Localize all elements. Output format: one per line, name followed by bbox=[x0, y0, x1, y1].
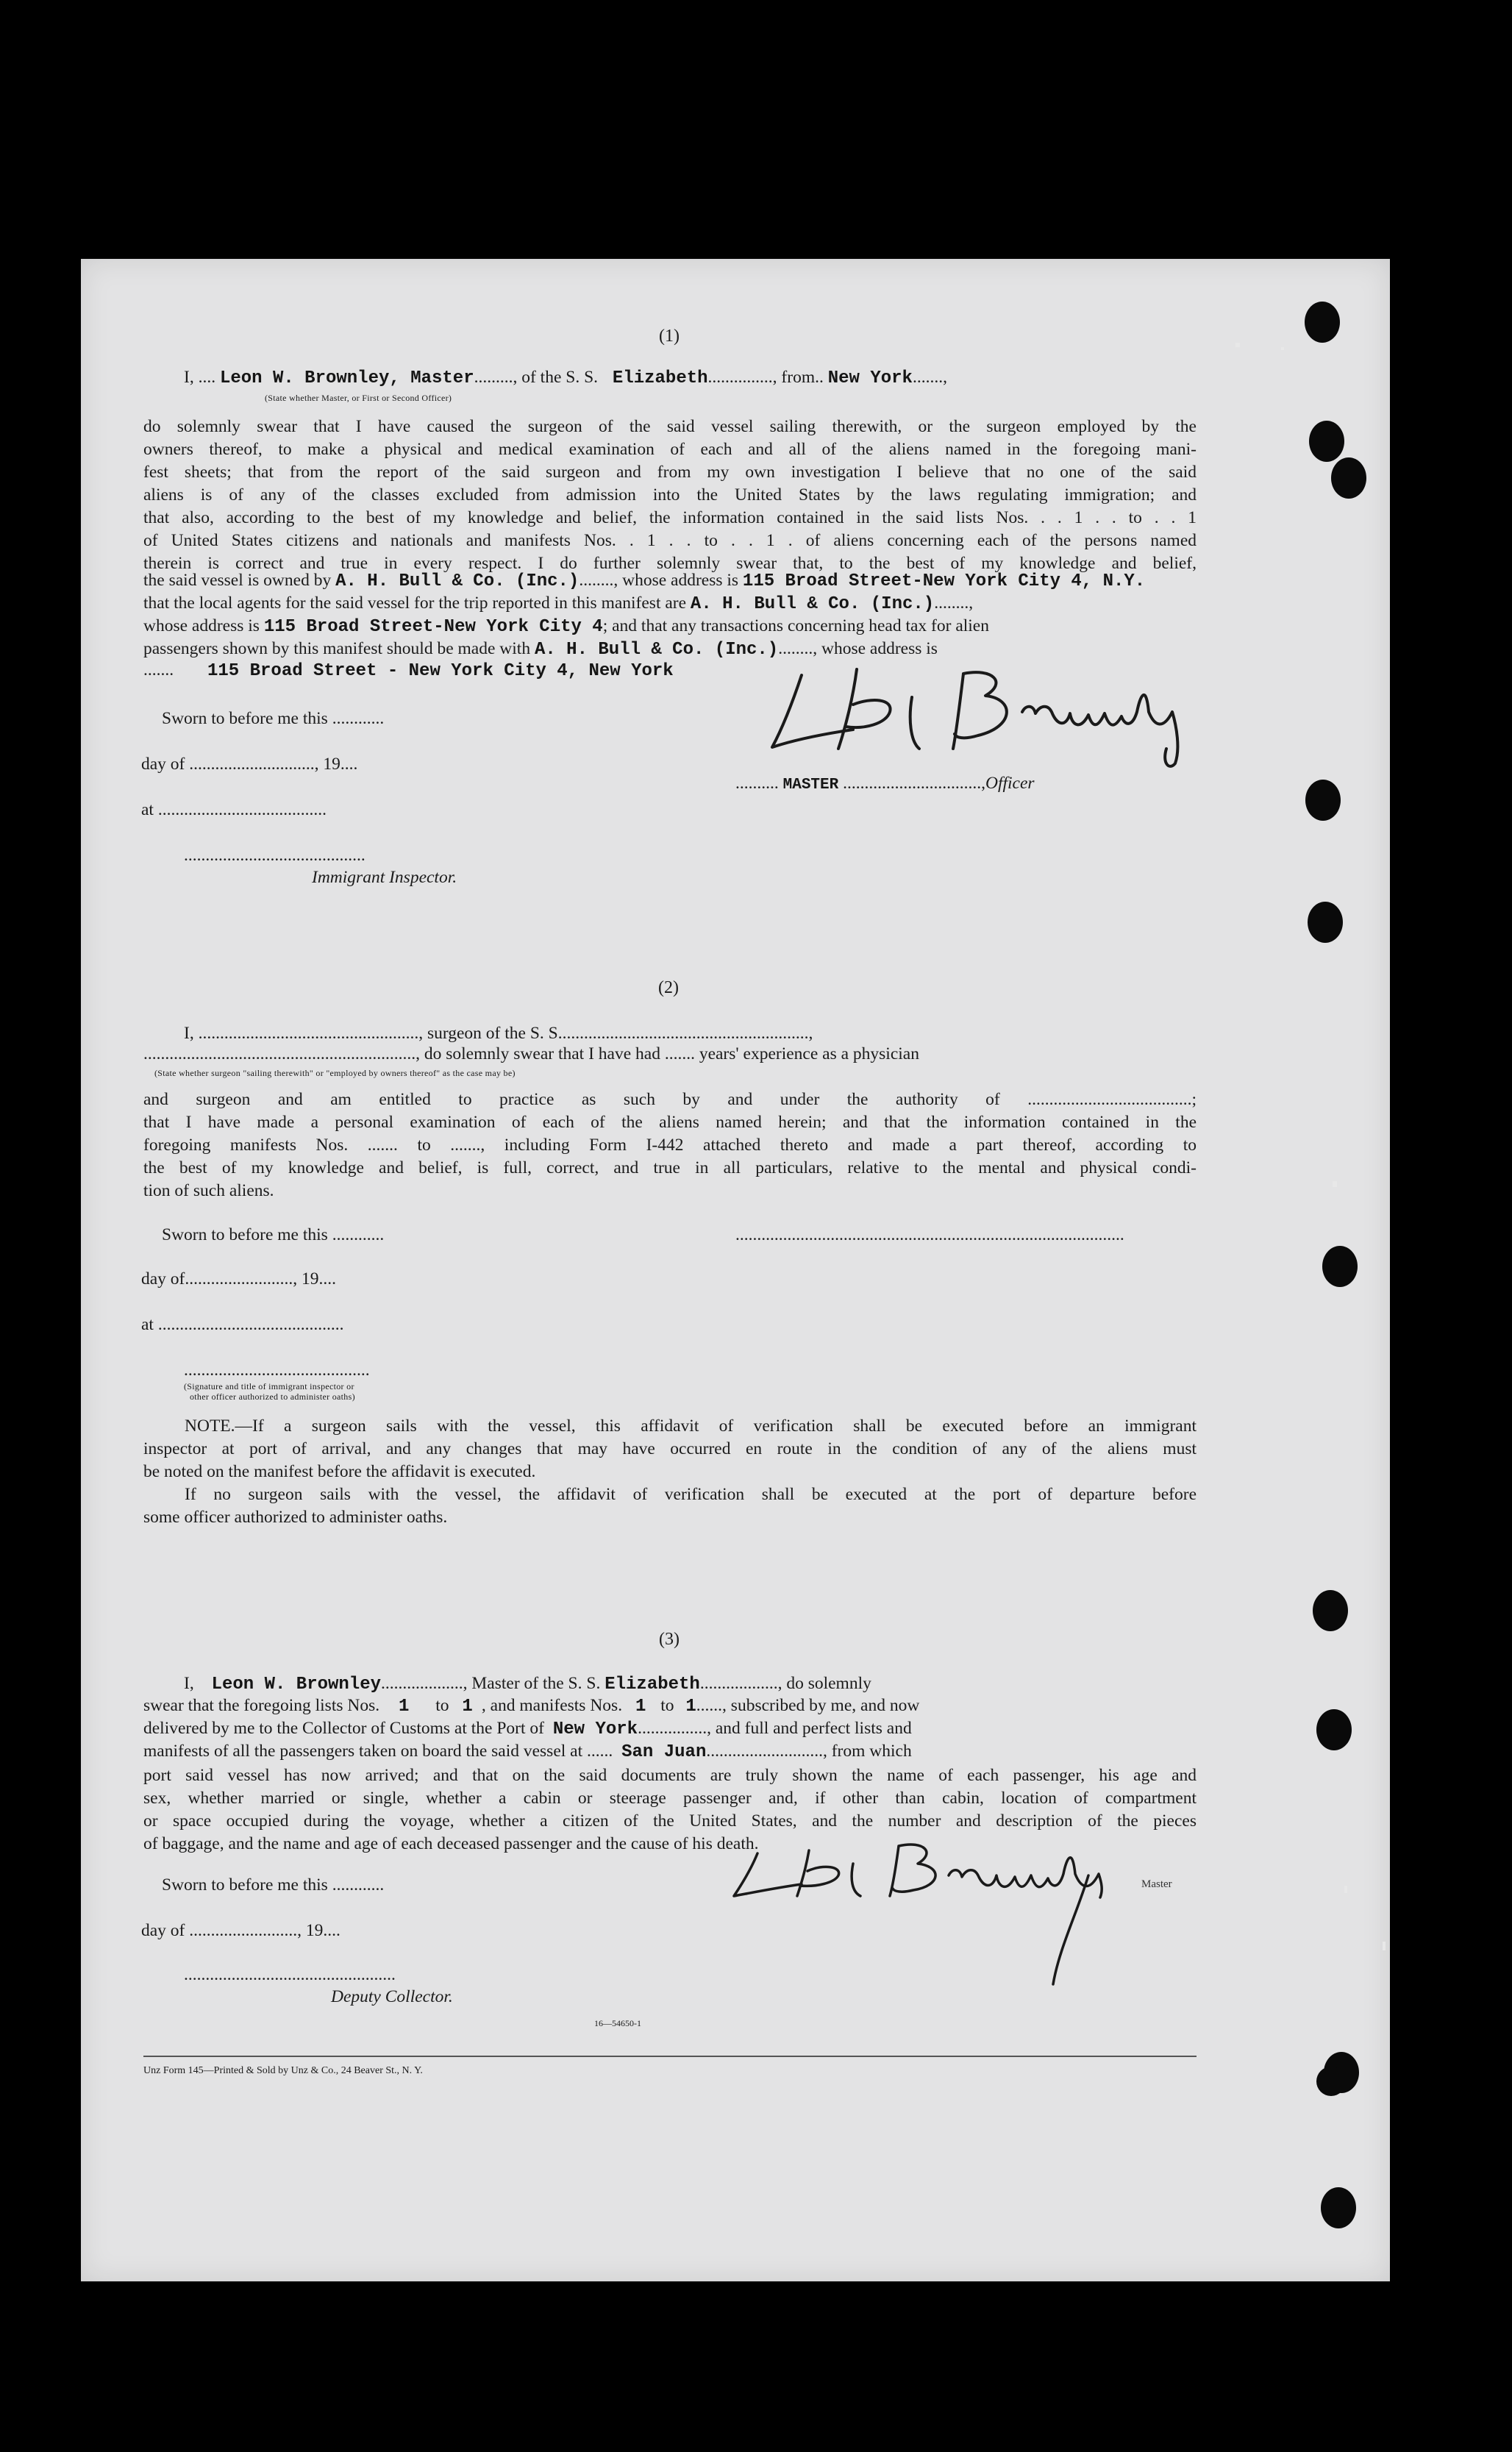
para-line: or space occupied during the voyage, whether a citizen of the United States, and the number and description of the pieces bbox=[143, 1811, 1197, 1831]
note-line: inspector at port of arrival, and any changes that may have occurred en route in the condition of any of the aliens must bbox=[143, 1439, 1197, 1458]
port-of-arrival: New York bbox=[552, 1719, 638, 1739]
lists-to: 1 bbox=[462, 1697, 473, 1717]
binder-hole bbox=[1322, 1246, 1358, 1287]
section-2-line-2: ..............................................................., do solemnly swear that I have had ....... years' experience as a physician bbox=[143, 1044, 919, 1063]
officer-title: MASTER bbox=[782, 777, 839, 794]
departure-port: San Juan bbox=[621, 1742, 707, 1762]
binder-hole bbox=[1308, 902, 1343, 943]
owner-address: 115 Broad Street-New York City 4, N.Y. bbox=[742, 571, 1146, 591]
para-line: fest sheets; that from the report of the said surgeon and from my own investigation I believe that no one of the said bbox=[143, 463, 1197, 482]
section-1-number: (1) bbox=[659, 327, 680, 346]
line-mid2: ..............., from.. bbox=[707, 368, 824, 387]
para-line: foregoing manifests Nos. ....... to ......., including Form I-442 attached thereto and made a part thereof, according to bbox=[143, 1136, 1197, 1155]
section-3-line-3: delivered by me to the Collector of Customs at the Port of New York................, and full and perfect lists and bbox=[143, 1719, 912, 1739]
section-1-paragraph bbox=[143, 416, 1197, 575]
para-line: port said vessel has now arrived; and that on the said documents are truly shown the name of each passenger, his age and bbox=[143, 1766, 1197, 1785]
at-line: at ....................................... bbox=[141, 800, 327, 819]
inspector-sig-line: .......................................... bbox=[184, 846, 365, 865]
para-line: and surgeon and am entitled to practice as such by and under the authority of ......................................; bbox=[143, 1090, 1197, 1109]
sworn-line: Sworn to before me this ............ bbox=[162, 1875, 385, 1895]
vessel-name: Elizabeth bbox=[605, 1675, 700, 1694]
deputy-collector-label: Deputy Collector. bbox=[331, 1987, 453, 2006]
master-label: Master bbox=[1141, 1878, 1172, 1890]
note-line: NOTE.—If a surgeon sails with the vessel, this affidavit of verification shall be executed before an immigrant bbox=[185, 1416, 1197, 1436]
collector-sig-line: ................................................. bbox=[184, 1965, 396, 1984]
sig-caption-2: other officer authorized to administer oaths) bbox=[190, 1391, 355, 1402]
day-line: day of ............................., 19.... bbox=[141, 755, 358, 774]
immigrant-inspector-label: Immigrant Inspector. bbox=[312, 868, 457, 887]
note-line: some officer authorized to administer oaths. bbox=[143, 1508, 448, 1527]
agents-address-line: whose address is 115 Broad Street-New York City 4; and that any transactions concerning head tax for alien bbox=[143, 616, 989, 637]
surgeon-caption: (State whether surgeon "sailing therewith" or "employed by owners thereof" as the case may be) bbox=[154, 1068, 516, 1078]
headtax-address: 115 Broad Street - New York City 4, New York bbox=[207, 661, 674, 681]
agents-address: 115 Broad Street-New York City 4 bbox=[263, 617, 603, 637]
vessel-name: Elizabeth bbox=[612, 368, 708, 388]
footer-rule bbox=[143, 2056, 1197, 2057]
para-line: that I have made a personal examination of each of the aliens named herein; and that the information contained in the bbox=[143, 1113, 1197, 1132]
line-mid: ........., of the S. S. bbox=[474, 368, 599, 387]
section-2-paragraph bbox=[143, 1088, 1197, 1202]
binder-hole bbox=[1305, 302, 1340, 343]
master-name: Leon W. Brownley, Master bbox=[219, 368, 474, 388]
manifests-from: 1 bbox=[635, 1697, 646, 1717]
sworn-line: Sworn to before me this ............ bbox=[162, 1225, 385, 1244]
para-line: owners thereof, to make a physical and medical examination of each and all of the aliens named in the foregoing mani- bbox=[143, 440, 1197, 459]
para-line: the best of my knowledge and belief, is full, correct, and true in all particulars, relative to the mental and physical condi- bbox=[143, 1158, 1197, 1177]
headtax-agent: A. H. Bull & Co. (Inc.) bbox=[534, 640, 779, 660]
line-prefix: I, .... bbox=[184, 368, 216, 387]
binder-hole bbox=[1331, 457, 1366, 499]
para-line: that also, according to the best of my knowledge and belief, the information contained in the said lists Nos. . . 1 . . to . . 1 bbox=[143, 508, 1197, 527]
ink-speck bbox=[1235, 343, 1240, 347]
section-3-line-4: manifests of all the passengers taken on board the said vessel at ...... San Juan..........................., from which bbox=[143, 1742, 912, 1762]
footer-printer: Unz Form 145—Printed & Sold by Unz & Co., 24 Beaver St., N. Y. bbox=[143, 2065, 423, 2076]
binder-hole bbox=[1309, 421, 1344, 462]
note-line: If no surgeon sails with the vessel, the affidavit of verification shall be executed at the port of departure before bbox=[185, 1485, 1197, 1504]
headtax-address-line: ....... 115 Broad Street - New York City 4, New York bbox=[143, 660, 674, 681]
officer-sig-line: ........................................... bbox=[184, 1361, 370, 1380]
para-line: of baggage, and the name and age of each deceased passenger and the cause of his death. bbox=[143, 1834, 759, 1853]
note-line: be noted on the manifest before the affidavit is executed. bbox=[143, 1462, 536, 1481]
para-line: aliens is of any of the classes excluded from admission into the United States by the laws regulating immigration; and bbox=[143, 485, 1197, 505]
lists-from: 1 bbox=[398, 1697, 410, 1717]
binder-hole bbox=[1316, 2067, 1346, 2096]
section-3-line-2: swear that the foregoing lists Nos. 1 to 1 , and manifests Nos. 1 to 1......, subscribed by me, and now bbox=[143, 1696, 920, 1717]
para-line: sex, whether married or single, whether a cabin or steerage passenger and, if other than cabin, location of compartment bbox=[143, 1789, 1197, 1808]
officer-label: Officer bbox=[985, 774, 1035, 793]
manifests-to: 1 bbox=[685, 1697, 696, 1717]
day-line: day of ........................., 19.... bbox=[141, 1921, 340, 1940]
ink-speck bbox=[1281, 347, 1284, 350]
binder-hole bbox=[1316, 1709, 1352, 1750]
section-2-line-1: I, ..................................................., surgeon of the S. S.........................................................., bbox=[184, 1024, 813, 1043]
section-1-line-1 bbox=[184, 368, 947, 388]
day-line: day of........................., 19.... bbox=[141, 1269, 337, 1289]
local-agents: A. H. Bull & Co. (Inc.) bbox=[690, 594, 935, 614]
note-paragraph bbox=[143, 1415, 1197, 1529]
surgeon-signature-line: .......................................................................................... bbox=[735, 1225, 1124, 1244]
para-line: tion of such aliens. bbox=[143, 1181, 274, 1200]
officer-line: .......... MASTER ................................,Officer bbox=[735, 774, 1035, 794]
section-3-number: (3) bbox=[659, 1630, 680, 1649]
at-line: at ........................................... bbox=[141, 1315, 344, 1334]
sig-caption-1: (Signature and title of immigrant inspector or bbox=[184, 1381, 354, 1391]
sworn-line: Sworn to before me this ............ bbox=[162, 709, 385, 728]
master-signature bbox=[743, 653, 1213, 771]
para-line: therein is correct and true in every respect. I do further solemnly swear that, to the best of my knowledge and belief, bbox=[143, 554, 1197, 573]
master-name: Leon W. Brownley bbox=[211, 1675, 382, 1694]
line-end: ......., bbox=[912, 368, 947, 387]
form-code: 16—54650-1 bbox=[594, 2018, 641, 2028]
ink-speck bbox=[1344, 1886, 1347, 1893]
ink-speck bbox=[1333, 1181, 1337, 1187]
master-caption: (State whether Master, or First or Second Officer) bbox=[265, 393, 452, 403]
ink-speck bbox=[1383, 1942, 1386, 1950]
agents-line: that the local agents for the said vessel for the trip reported in this manifest are A. H. Bull & Co. (Inc.)........, bbox=[143, 594, 974, 614]
master-signature bbox=[706, 1809, 1162, 1986]
para-line: of United States citizens and nationals and manifests Nos. . 1 . . to . . 1 . of aliens concerning each of the persons named bbox=[143, 531, 1197, 550]
section-2-number: (2) bbox=[658, 978, 679, 997]
binder-hole bbox=[1321, 2187, 1356, 2228]
headtax-line: passengers shown by this manifest should be made with A. H. Bull & Co. (Inc.)........, whose address is bbox=[143, 639, 938, 660]
binder-hole bbox=[1305, 780, 1341, 821]
binder-hole bbox=[1313, 1590, 1348, 1631]
owner-name: A. H. Bull & Co. (Inc.) bbox=[335, 571, 580, 591]
port-from: New York bbox=[827, 368, 913, 388]
owner-line: the said vessel is owned by A. H. Bull & Co. (Inc.)........, whose address is 115 Broad Street-New York City 4, N.Y. bbox=[143, 571, 1146, 591]
section-3-line-1: I, Leon W. Brownley..................., Master of the S. S. Elizabeth.................., do solemnly bbox=[184, 1674, 871, 1694]
para-line: do solemnly swear that I have caused the surgeon of the said vessel sailing therewith, or the surgeon employed by the bbox=[143, 417, 1197, 436]
